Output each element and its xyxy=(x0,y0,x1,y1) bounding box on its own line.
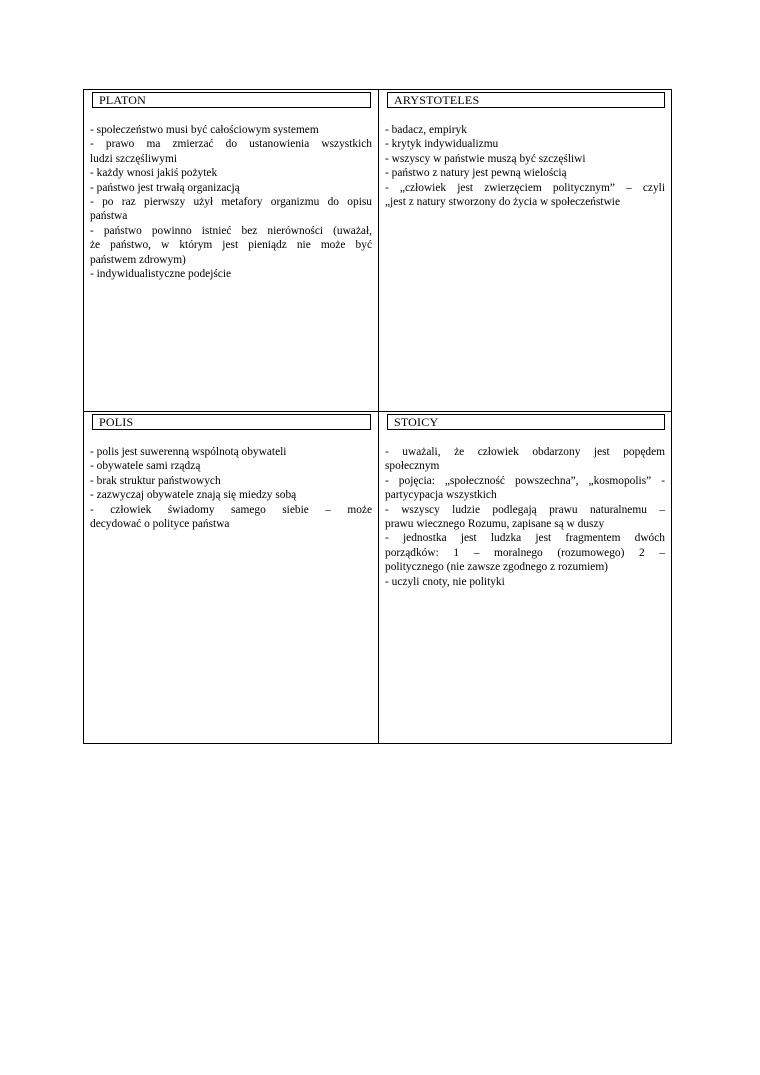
text-line: państwa xyxy=(90,210,128,223)
cell-platon xyxy=(84,90,378,411)
text-line: - jednostka jest ludzka jest fragmentem dwóch xyxy=(385,532,665,545)
text-line: - brak struktur państwowych xyxy=(90,474,221,487)
text-line: decydować o polityce państwa xyxy=(90,518,230,531)
text-line: partycypacja wszystkich xyxy=(385,489,497,502)
text-line: - indywidualistyczne podejście xyxy=(90,268,232,281)
text-line: „jest z natury stworzony do życia w społeczeństwie xyxy=(385,196,621,209)
cell-title-platon: PLATON xyxy=(92,92,371,108)
text-line: - uczyli cnoty, nie polityki xyxy=(385,575,505,588)
cell-title-stoicy: STOICY xyxy=(387,414,665,430)
text-line: prawu wiecznego Rozumu, zapisane są w duszy xyxy=(385,518,605,531)
text-line: państwem zdrowym) xyxy=(90,253,186,266)
text-line: - zazwyczaj obywatele znają się miedzy sobą xyxy=(90,489,297,502)
text-line: porządków: 1 – moralnego (rozumowego) 2 – xyxy=(385,546,665,559)
text-line: - badacz, empiryk xyxy=(385,124,467,136)
text-line: - pojęcia: „społeczność powszechna”, „kosmopolis” - xyxy=(385,474,665,487)
text-line: - państwo jest trwałą organizacją xyxy=(90,181,240,194)
text-line: - polis jest suwerenną wspólnotą obywateli xyxy=(90,446,287,458)
text-line: że państwo, w którym jest pieniądz nie może być xyxy=(90,239,372,252)
text-line: - „człowiek jest zwierzęciem politycznym” – czyli xyxy=(385,181,665,194)
text-line: - państwo powinno istnieć bez nierówności (uważał, xyxy=(90,224,372,237)
text-line: ludzi szczęśliwymi xyxy=(90,152,177,165)
text-line: - po raz pierwszy użył metafory organizmu do opisu xyxy=(90,196,372,209)
cell-title-arystoteles: ARYSTOTELES xyxy=(387,92,665,108)
cell-polis xyxy=(84,412,378,743)
cell-text-stoicy xyxy=(385,445,665,589)
notes-table xyxy=(83,89,672,744)
text-line: - krytyk indywidualizmu xyxy=(385,138,499,151)
cell-text-platon xyxy=(90,123,372,281)
cell-stoicy xyxy=(379,412,671,743)
text-line: - społeczeństwo musi być całościowym systemem xyxy=(90,124,319,136)
text-line: - uważali, że człowiek obdarzony jest popędem xyxy=(385,446,665,458)
cell-text-polis xyxy=(90,445,372,531)
text-line: - prawo ma zmierzać do ustanowienia wszystkich xyxy=(90,138,372,151)
text-line: - człowiek świadomy samego siebie – może xyxy=(90,503,372,516)
text-line: - wszyscy ludzie podlegają prawu naturalnemu – xyxy=(385,503,665,516)
cell-text-arystoteles xyxy=(385,123,665,209)
text-line: społecznym xyxy=(385,460,440,473)
text-line: - państwo z natury jest pewną wielością xyxy=(385,167,567,180)
text-line: - każdy wnosi jakiś pożytek xyxy=(90,167,218,180)
text-line: politycznego (nie zawsze zgodnego z rozumiem) xyxy=(385,561,608,574)
text-line: - wszyscy w państwie muszą być szczęśliwi xyxy=(385,152,586,165)
cell-title-polis: POLIS xyxy=(92,414,371,430)
cell-arystoteles xyxy=(379,90,671,411)
text-line: - obywatele sami rządzą xyxy=(90,460,201,473)
